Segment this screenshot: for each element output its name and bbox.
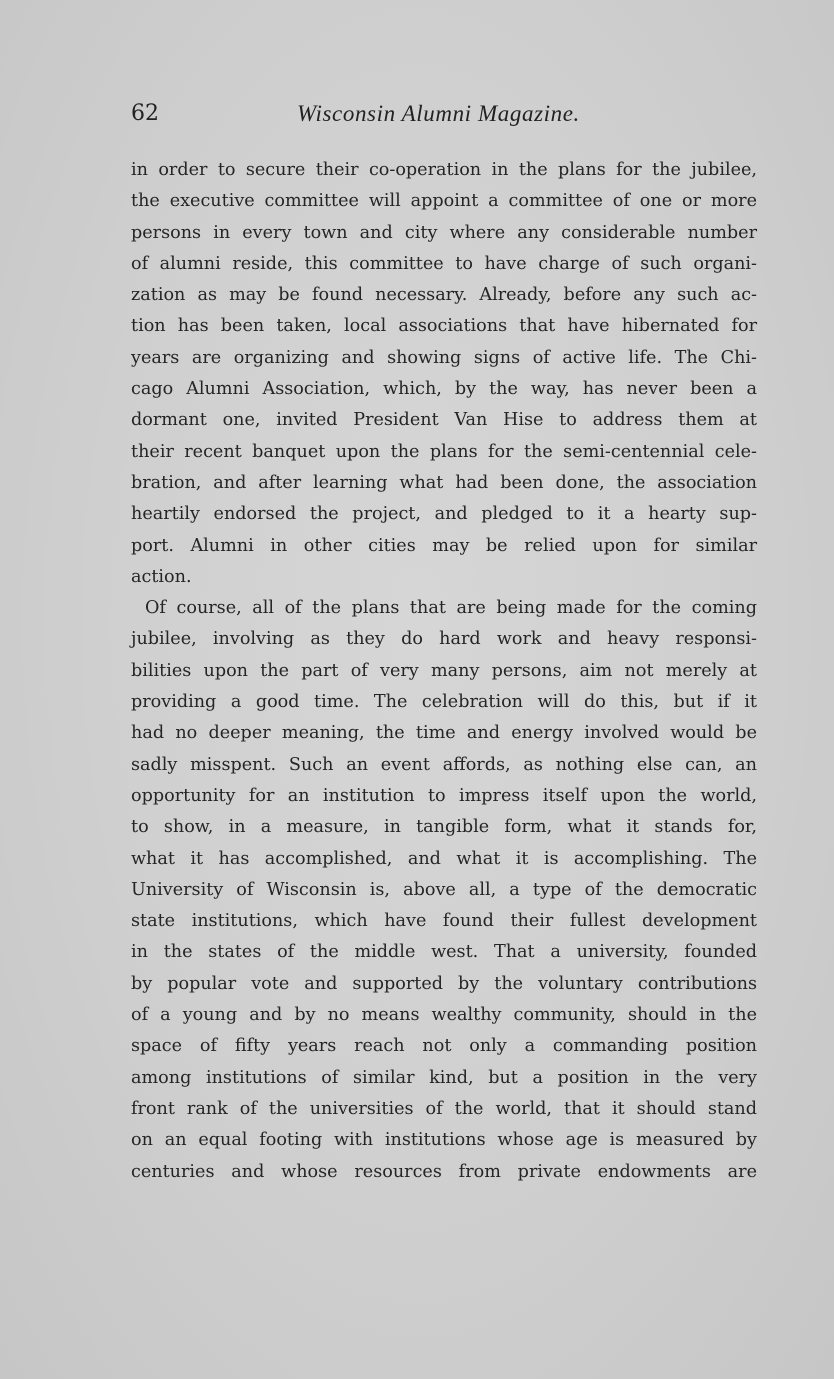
text-line: bilities upon the part of very many persons, aim not merely at bbox=[131, 660, 757, 681]
text-line: among institutions of similar kind, but a position in the very bbox=[131, 1067, 757, 1088]
text-line: sadly misspent. Such an event affords, as nothing else can, an bbox=[131, 754, 757, 775]
text-line: port. Alumni in other cities may be relied upon for similar bbox=[131, 535, 757, 556]
text-line: front rank of the universities of the world, that it should stand bbox=[131, 1098, 757, 1119]
text-line: had no deeper meaning, the time and energy involved would be bbox=[131, 723, 757, 744]
paragraph-1 bbox=[131, 155, 757, 593]
text-line: what it has accomplished, and what it is accomplishing. The bbox=[131, 848, 757, 869]
text-line: by popular vote and supported by the voluntary contributions bbox=[131, 973, 757, 994]
body-text bbox=[131, 155, 757, 1188]
running-header bbox=[131, 101, 757, 135]
page-number: 62 bbox=[131, 101, 159, 126]
text-line: jubilee, involving as they do hard work and heavy responsi- bbox=[131, 629, 757, 650]
text-line: heartily endorsed the project, and pledged to it a hearty sup- bbox=[131, 504, 757, 525]
text-line: the executive committee will appoint a committee of one or more bbox=[131, 191, 757, 212]
text-line: zation as may be found necessary. Already, before any such ac- bbox=[131, 285, 757, 306]
text-line: to show, in a measure, in tangible form, what it stands for, bbox=[131, 817, 757, 838]
text-line: providing a good time. The celebration will do this, but if it bbox=[131, 692, 757, 713]
text-line: years are organizing and showing signs of active life. The Chi- bbox=[131, 347, 757, 368]
text-line: bration, and after learning what had been done, the association bbox=[131, 472, 757, 493]
text-line: of alumni reside, this committee to have charge of such organi- bbox=[131, 253, 757, 274]
text-line: action. bbox=[131, 566, 192, 587]
text-line: University of Wisconsin is, above all, a type of the democratic bbox=[131, 879, 757, 900]
text-line: Of course, all of the plans that are being made for the coming bbox=[145, 598, 757, 619]
text-line: dormant one, invited President Van Hise to address them at bbox=[131, 410, 757, 431]
text-line: their recent banquet upon the plans for the semi-centennial cele- bbox=[131, 441, 757, 462]
text-line: in order to secure their co-operation in the plans for the jubilee, bbox=[131, 160, 757, 180]
text-line: in the states of the middle west. That a university, founded bbox=[131, 942, 757, 963]
text-line: cago Alumni Association, which, by the way, has never been a bbox=[131, 379, 757, 400]
running-title: Wisconsin Alumni Magazine. bbox=[297, 101, 580, 126]
text-line: opportunity for an institution to impress itself upon the world, bbox=[131, 785, 757, 806]
text-line: persons in every town and city where any considerable number bbox=[131, 222, 757, 243]
text-line: on an equal footing with institutions whose age is measured by bbox=[131, 1130, 757, 1151]
text-line: of a young and by no means wealthy community, should in the bbox=[131, 1005, 757, 1026]
text-line: tion has been taken, local associations that have hibernated for bbox=[131, 316, 757, 337]
text-line: state institutions, which have found their fullest development bbox=[131, 911, 757, 932]
text-line: space of fifty years reach not only a commanding position bbox=[131, 1036, 757, 1057]
text-line: centuries and whose resources from private endowments are bbox=[131, 1161, 757, 1182]
paragraph-2 bbox=[131, 593, 757, 1188]
